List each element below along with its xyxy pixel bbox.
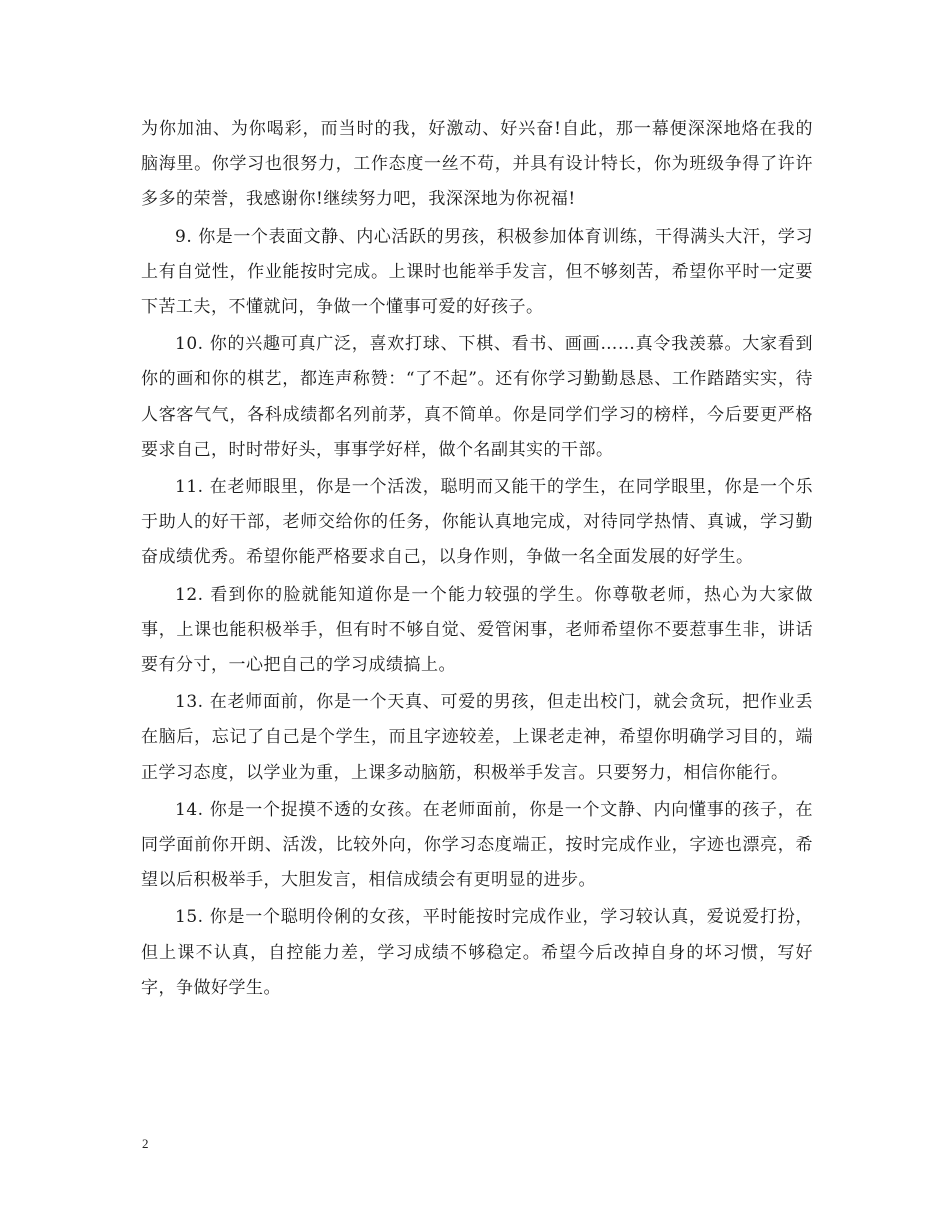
paragraph-comment-15: 15. 你是一个聪明伶俐的女孩，平时能按时完成作业，学习较认真，爱说爱打扮，但上课不认真，自控能力差，学习成绩不够稳定。希望今后改掉自身的坏习惯，写好字，争做好学生。 — [141, 907, 813, 998]
paragraph-comment-14: 14. 你是一个捉摸不透的女孩。在老师面前，你是一个文静、内向懂事的孩子，在同学面前你开朗、活泼，比较外向，你学习态度端正，按时完成作业，字迹也漂亮，希望以后积极举手，大胆发言，相信成绩会有更明显的进步。 — [141, 799, 813, 891]
paragraph-comment-11: 11. 在老师眼里，你是一个活泼，聪明而又能干的学生，在同学眼里，你是一个乐于助人的好干部，老师交给你的任务，你能认真地完成，对待同学热情、真诚，学习勤奋成绩优秀。希望你能严格要求自己，以身作则，争做一名全面发展的好学生。 — [141, 477, 813, 568]
paragraph-comment-10: 10. 你的兴趣可真广泛，喜欢打球、下棋、看书、画画……真令我羡慕。大家看到你的画和你的棋艺，都连声称赞：“了不起”。还有你学习勤勤恳恳、工作踏踏实实，待人客客气气，各科成绩都名列前茅，真不简单。你是同学们学习的榜样，今后要更严格要求自己，时时带好头，事事学好样，做个名副其实的干部。 — [141, 334, 813, 460]
paragraph-comment-13: 13. 在老师面前，你是一个天真、可爱的男孩，但走出校门，就会贪玩，把作业丢在脑后，忘记了自己是个学生，而且字迹较差，上课老走神，希望你明确学习目的，端正学习态度，以学业为重，上课多动脑筋，积极举手发言。只要努力，相信你能行。 — [141, 692, 813, 783]
paragraph-comment-9: 9. 你是一个表面文静、内心活跃的男孩，积极参加体育训练，干得满头大汗，学习上有自觉性，作业能按时完成。上课时也能举手发言，但不够刻苦，希望你平时一定要下苦工夫，不懂就问，争做一个懂事可爱的好孩子。 — [141, 226, 813, 318]
paragraph-continuation: 为你加油、为你喝彩，而当时的我，好激动、好兴奋!自此，那一幕便深深地烙在我的脑海里。你学习也很努力，工作态度一丝不苟，并具有设计特长，你为班级争得了许许多多的荣誉，我感谢你!继续努力吧，我深深地为你祝福! — [141, 119, 813, 210]
paragraph-comment-12: 12. 看到你的脸就能知道你是一个能力较强的学生。你尊敬老师，热心为大家做事，上课也能积极举手，但有时不够自觉、爱管闲事，老师希望你不要惹事生非，讲话要有分寸，一心把自己的学习成绩搞上。 — [141, 584, 813, 676]
page-number: 2 — [142, 1136, 149, 1151]
document-body — [141, 112, 813, 1008]
